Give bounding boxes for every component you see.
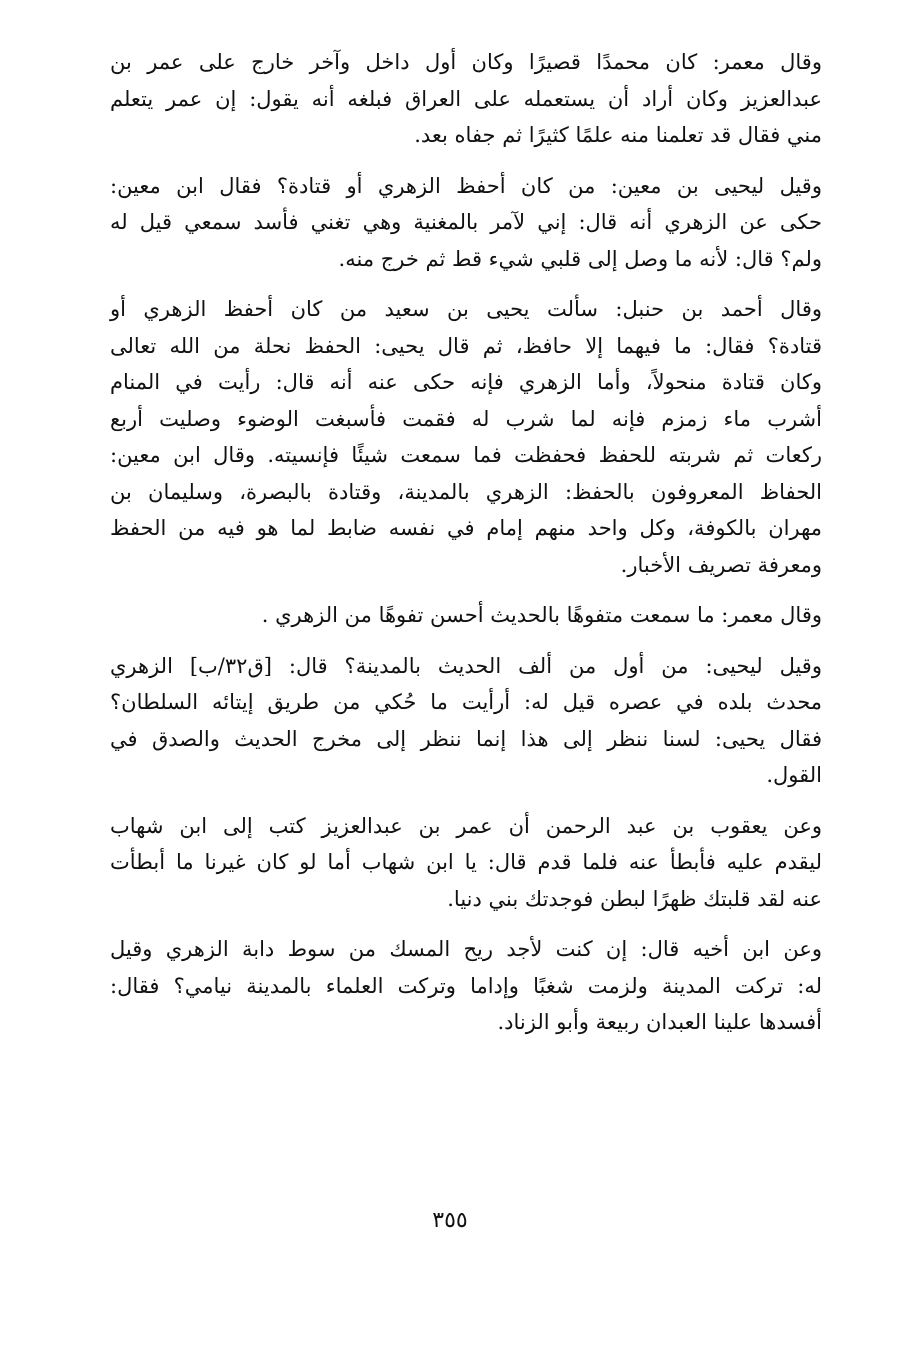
text-line: قتادة؟ فقال: ما فيهما إلا حافظ، ثم قال يحيى: الحفظ نحلة من الله تعالى [110, 333, 822, 358]
text-line: وقال أحمد بن حنبل: سألت يحيى بن سعيد من كان أحفظ الزهري أو [110, 297, 822, 321]
text-line: وعن ابن أخيه قال: إن كنت لأجد ريح المسك من سوط دابة الزهري وقيل [110, 937, 822, 961]
text-line: وكان قتادة منحولاً، وأما الزهري فإنه حكى عنه أنه قال: رأيت في المنام [110, 370, 822, 394]
text-line: فقال يحيى: لسنا ننظر إلى هذا إنما ننظر إلى مخرج الحديث والصدق في [110, 726, 822, 751]
text-line: محدث بلده في عصره قيل له: أرأيت ما حُكي من طريق إيتائه السلطان؟ [110, 690, 822, 714]
text-line: له: تركت المدينة ولزمت شغبًا وإداما وتركت العلماء بالمدينة نيامي؟ فقال: [110, 973, 822, 998]
paragraph-3 [110, 291, 822, 583]
page-body [110, 44, 822, 1055]
text-line: مني فقال قد تعلمنا منه علمًا كثيرًا ثم جفاه بعد. [414, 123, 822, 147]
paragraph-2 [110, 168, 822, 278]
text-line: حكى عن الزهري أنه قال: إني لآمر بالمغنية وهي تغني فأسد سمعي قيل له [110, 210, 822, 234]
text-line: ركعات ثم شربته للحفظ فحفظت فما سمعت شيئًا فإنسيته. وقال ابن معين: [110, 443, 822, 467]
text-line: وقال معمر: كان محمدًا قصيرًا وكان أول داخل وآخر خارج على عمر بن [110, 50, 822, 74]
text-line: مهران بالكوفة، وكل واحد منهم إمام في نفسه ضابط لما هو فيه من الحفظ [110, 516, 822, 540]
text-line: وقيل ليحيى: من أول من ألف الحديث بالمدينة؟ قال: [ق٣٢/ب] الزهري [110, 653, 822, 678]
text-line: ومعرفة تصريف الأخبار. [620, 552, 822, 577]
text-line: وقيل ليحيى بن معين: من كان أحفظ الزهري أو قتادة؟ فقال ابن معين: [110, 173, 822, 198]
text-line: ولم؟ قال: لأنه ما وصل إلى قلبي شيء قط ثم خرج منه. [338, 246, 822, 271]
paragraph-4 [110, 597, 822, 634]
text-line: الحفاظ المعروفون بالحفظ: الزهري بالمدينة، وقتادة بالبصرة، وسليمان بن [110, 479, 822, 504]
text-line: وعن يعقوب بن عبد الرحمن أن عمر بن عبدالعزيز كتب إلى ابن شهاب [110, 813, 822, 838]
text-line: أفسدها علينا العبدان ربيعة وأبو الزناد. [497, 1010, 822, 1034]
paragraph-7 [110, 931, 822, 1041]
page-number: ٣٥٥ [432, 1208, 468, 1233]
text-line: وقال معمر: ما سمعت متفوهًا بالحديث أحسن تفوهًا من الزهري . [261, 603, 822, 627]
paragraph-5 [110, 648, 822, 794]
text-line: ليقدم عليه فأبطأ عنه فلما قدم قال: يا ابن شهاب أما لو كان غيرنا ما أبطأت [110, 850, 822, 874]
text-line: أشرب ماء زمزم فإنه لما شرب له فقمت فأسبغت الوضوء وصليت أربع [110, 406, 822, 431]
paragraph-1 [110, 44, 822, 154]
text-line: عبدالعزيز وكان أراد أن يستعمله على العراق فبلغه أنه يقول: إن عمر يتعلم [110, 86, 822, 111]
text-line: القول. [766, 763, 822, 787]
paragraph-6 [110, 808, 822, 918]
text-line: عنه لقد قلبتك ظهرًا لبطن فوجدتك بني دنيا. [447, 886, 822, 911]
